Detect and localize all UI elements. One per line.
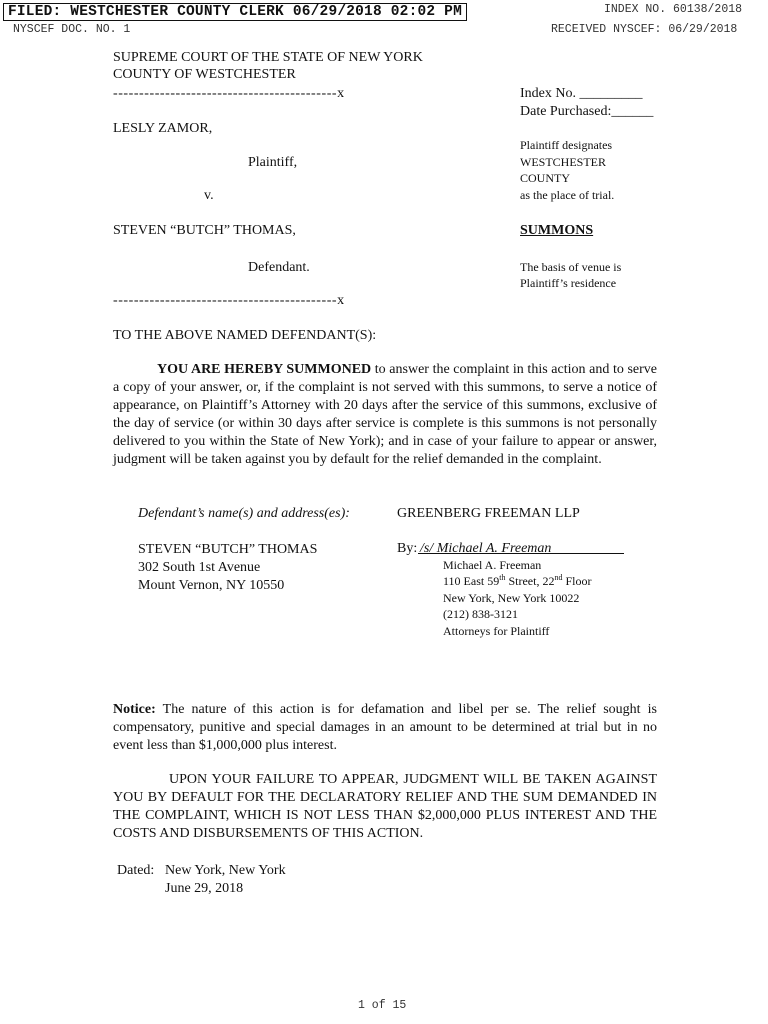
floor-ordinal: nd bbox=[554, 573, 563, 582]
summons-title: SUMMONS bbox=[520, 223, 594, 238]
defendant-city: Mount Vernon, NY 10550 bbox=[138, 578, 285, 593]
defendant-name: STEVEN “BUTCH” THOMAS bbox=[138, 542, 318, 557]
attorney-role: Attorneys for Plaintiff bbox=[443, 624, 550, 638]
court-name: SUPREME COURT OF THE STATE OF NEW YORK bbox=[113, 50, 423, 65]
summoned-lead: YOU ARE HEREBY SUMMONED bbox=[157, 362, 372, 377]
notice-label: Notice: bbox=[113, 702, 156, 717]
nyscef-doc-number: NYSCEF DOC. NO. 1 bbox=[13, 23, 131, 36]
venue-designation-line2: WESTCHESTER bbox=[520, 155, 606, 169]
defendant-name-caption: STEVEN “BUTCH” THOMAS, bbox=[113, 223, 296, 238]
date-purchased-field: Date Purchased:______ bbox=[520, 104, 654, 119]
summons-paragraph bbox=[113, 361, 657, 469]
plaintiff-name: LESLY ZAMOR, bbox=[113, 121, 213, 136]
index-number-field: Index No. _________ bbox=[520, 86, 643, 101]
versus: v. bbox=[204, 188, 214, 203]
street-ordinal: th bbox=[499, 573, 506, 582]
addressee: TO THE ABOVE NAMED DEFENDANT(S): bbox=[113, 328, 377, 343]
venue-designation-line1: Plaintiff designates bbox=[520, 138, 613, 152]
received-stamp: RECEIVED NYSCEF: 06/29/2018 bbox=[551, 23, 738, 36]
venue-designation-line3: COUNTY bbox=[520, 171, 570, 185]
default-warning-paragraph bbox=[113, 771, 657, 843]
defendant-role: Defendant. bbox=[248, 260, 310, 275]
venue-basis-line1: The basis of venue is bbox=[520, 260, 622, 274]
notice-paragraph bbox=[113, 701, 657, 755]
attorney-street bbox=[443, 573, 591, 589]
dated-label: Dated: bbox=[117, 863, 155, 878]
attorney-phone: (212) 838-3121 bbox=[443, 607, 518, 621]
dated-place: New York, New York bbox=[165, 863, 286, 878]
plaintiff-role: Plaintiff, bbox=[248, 155, 298, 170]
notice-text: The nature of this action is for defamation and libel per se. The relief sought is compensatory, punitive and special damages in an amount to be determined at trial but in no event less than $1,000,000 plus interest. bbox=[113, 702, 657, 753]
court-county: COUNTY OF WESTCHESTER bbox=[113, 67, 296, 82]
venue-designation-line4: as the place of trial. bbox=[520, 188, 615, 202]
signature-by-label: By: bbox=[397, 541, 418, 556]
signature-line bbox=[418, 553, 624, 554]
street-number: 110 East 59 bbox=[443, 574, 500, 588]
defendant-street: 302 South 1st Avenue bbox=[138, 560, 261, 575]
street-floor-label: Floor bbox=[562, 574, 592, 588]
street-floor-number: Street, 22 bbox=[505, 574, 555, 588]
summoned-text: to answer the complaint in this action and to serve a copy of your answer, or, if the complaint is not served with this summons, to serve a notice of appearance, on Plaintiff’s Attorney with 20 days after the service of this summons, exclusive of the day of service (or within 30 days after service is complete is this summons is not personally delivered to you within the State of New York); and in case of your failure to appear or answer, judgment will be taken against you by default for the relief demanded in the complaint. bbox=[113, 362, 657, 467]
law-firm-name: GREENBERG FREEMAN LLP bbox=[397, 506, 580, 521]
index-number: INDEX NO. 60138/2018 bbox=[604, 3, 743, 16]
default-warning-text: UPON YOUR FAILURE TO APPEAR, JUDGMENT WILL BE TAKEN AGAINST YOU BY DEFAULT FOR THE DECLARATORY RELIEF AND THE SUM DEMANDED IN THE COMPLAINT, WHICH IS NOT LESS THAN $2,000,000 PLUS INTEREST AND THE COSTS AND DISBURSEMENTS OF THIS ACTION. bbox=[113, 772, 657, 841]
attorney-name: Michael A. Freeman bbox=[443, 558, 542, 572]
caption-divider-bottom: -------------------------------------------x bbox=[113, 293, 345, 308]
defendant-address-heading: Defendant’s name(s) and address(es): bbox=[138, 506, 350, 521]
electronic-signature: /s/ Michael A. Freeman bbox=[420, 541, 552, 556]
page-number: 1 of 15 bbox=[358, 999, 407, 1012]
venue-basis-line2: Plaintiff’s residence bbox=[520, 276, 617, 290]
filed-stamp: FILED: WESTCHESTER COUNTY CLERK 06/29/2018 02:02 PM bbox=[3, 3, 467, 21]
attorney-city: New York, New York 10022 bbox=[443, 591, 580, 605]
caption-divider-top: -------------------------------------------x bbox=[113, 86, 345, 101]
dated-date: June 29, 2018 bbox=[165, 881, 244, 896]
